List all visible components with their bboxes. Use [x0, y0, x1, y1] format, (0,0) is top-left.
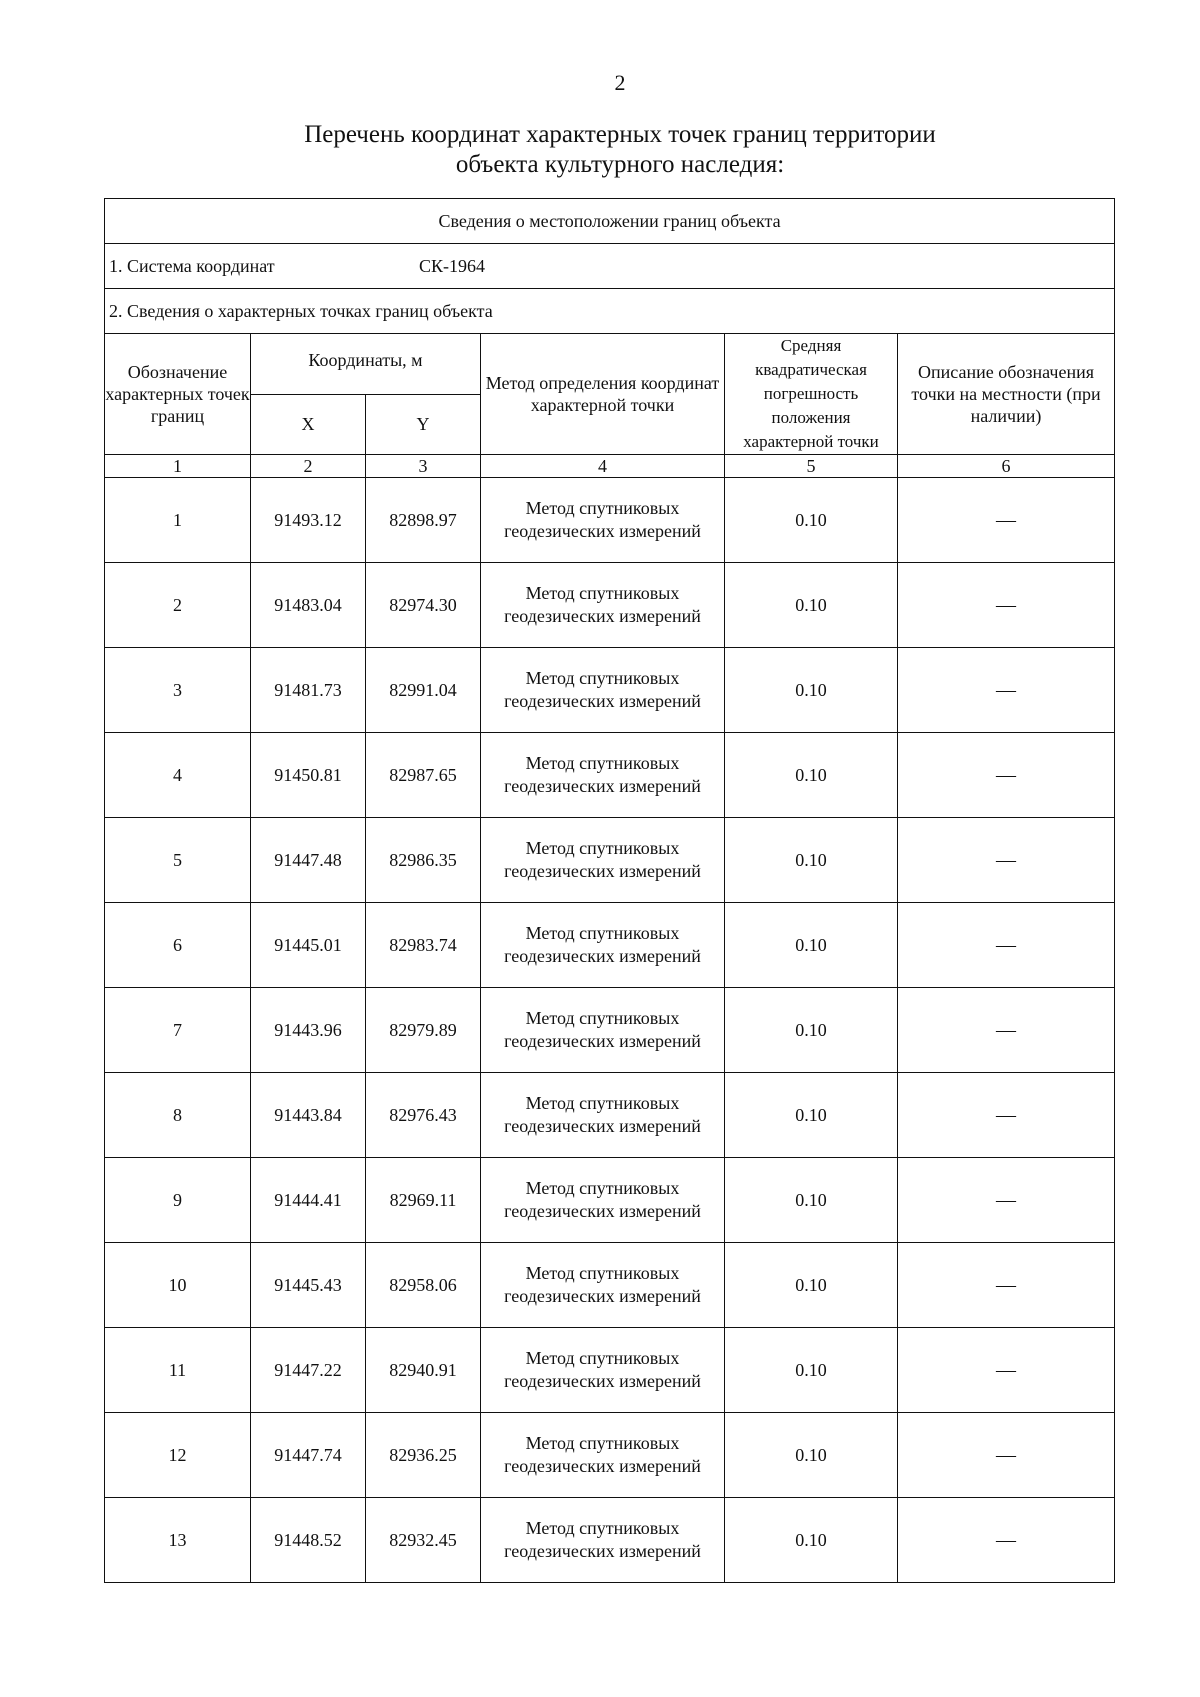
x-coordinate-cell: 91450.81: [251, 733, 366, 818]
point-id-cell: 11: [105, 1328, 251, 1413]
table-row: [105, 903, 1115, 988]
table-row: [105, 1243, 1115, 1328]
point-id-cell: 12: [105, 1413, 251, 1498]
point-id-cell: 9: [105, 1158, 251, 1243]
points-header-cell: 2. Сведения о характерных точках границ объекта: [105, 289, 1115, 334]
method-line-1: Метод спутниковых: [525, 498, 680, 518]
method-line-2: геодезических измерений: [504, 946, 701, 966]
x-coordinate-cell: 91445.43: [251, 1243, 366, 1328]
point-id-cell: 3: [105, 648, 251, 733]
method-line-2: геодезических измерений: [504, 1201, 701, 1221]
method-line-2: геодезических измерений: [504, 1371, 701, 1391]
method-cell: [481, 1073, 725, 1158]
method-cell: [481, 903, 725, 988]
table-row: [105, 988, 1115, 1073]
description-cell: —: [898, 903, 1115, 988]
coord-system-row: [105, 244, 1115, 289]
y-coordinate-cell: 82986.35: [366, 818, 481, 903]
header-description: Описание обозначения точки на местности (при наличии): [898, 334, 1115, 455]
points-header-row: [105, 289, 1115, 334]
rmse-cell: 0.10: [725, 1158, 898, 1243]
method-cell: [481, 988, 725, 1073]
y-coordinate-cell: 82969.11: [366, 1158, 481, 1243]
coord-system-value: СК-1964: [419, 255, 486, 276]
coordinates-table-body: [105, 199, 1115, 1583]
point-id-cell: 8: [105, 1073, 251, 1158]
method-line-1: Метод спутниковых: [525, 583, 680, 603]
method-line-2: геодезических измерений: [504, 861, 701, 881]
y-coordinate-cell: 82974.30: [366, 563, 481, 648]
method-line-2: геодезических измерений: [504, 1541, 701, 1561]
description-cell: —: [898, 563, 1115, 648]
x-coordinate-cell: 91444.41: [251, 1158, 366, 1243]
rmse-cell: 0.10: [725, 1073, 898, 1158]
x-coordinate-cell: 91447.48: [251, 818, 366, 903]
column-number-row: [105, 455, 1115, 478]
y-coordinate-cell: 82987.65: [366, 733, 481, 818]
rmse-cell: 0.10: [725, 1328, 898, 1413]
column-number: 1: [105, 455, 251, 478]
coordinates-table: [104, 198, 1115, 1583]
point-id-cell: 10: [105, 1243, 251, 1328]
method-line-2: геодезических измерений: [504, 776, 701, 796]
method-line-1: Метод спутниковых: [525, 838, 680, 858]
description-cell: —: [898, 1413, 1115, 1498]
table-row: [105, 1158, 1115, 1243]
point-id-cell: 4: [105, 733, 251, 818]
description-cell: —: [898, 648, 1115, 733]
rmse-cell: 0.10: [725, 733, 898, 818]
rmse-cell: 0.10: [725, 1243, 898, 1328]
description-cell: —: [898, 1073, 1115, 1158]
table-row: [105, 818, 1115, 903]
table-row: [105, 733, 1115, 818]
method-line-2: геодезических измерений: [504, 1031, 701, 1051]
page-number: 2: [614, 70, 626, 95]
description-cell: —: [898, 818, 1115, 903]
point-id-cell: 5: [105, 818, 251, 903]
column-header-row-1: [105, 334, 1115, 395]
x-coordinate-cell: 91443.96: [251, 988, 366, 1073]
column-number: 6: [898, 455, 1115, 478]
method-line-1: Метод спутниковых: [525, 753, 680, 773]
x-coordinate-cell: 91481.73: [251, 648, 366, 733]
rmse-cell: 0.10: [725, 1413, 898, 1498]
method-cell: [481, 563, 725, 648]
method-line-2: геодезических измерений: [504, 1116, 701, 1136]
method-cell: [481, 1158, 725, 1243]
y-coordinate-cell: 82958.06: [366, 1243, 481, 1328]
table-row: [105, 478, 1115, 563]
y-coordinate-cell: 82976.43: [366, 1073, 481, 1158]
table-row: [105, 1498, 1115, 1583]
description-cell: —: [898, 478, 1115, 563]
rmse-cell: 0.10: [725, 818, 898, 903]
method-cell: [481, 1413, 725, 1498]
x-coordinate-cell: 91448.52: [251, 1498, 366, 1583]
method-cell: [481, 733, 725, 818]
x-coordinate-cell: 91447.22: [251, 1328, 366, 1413]
rmse-cell: 0.10: [725, 988, 898, 1073]
document-title: [0, 120, 1200, 180]
method-line-1: Метод спутниковых: [525, 668, 680, 688]
point-id-cell: 6: [105, 903, 251, 988]
y-coordinate-cell: 82936.25: [366, 1413, 481, 1498]
section-header-cell: Сведения о местоположении границ объекта: [105, 199, 1115, 244]
method-line-1: Метод спутниковых: [525, 923, 680, 943]
method-line-2: геодезических измерений: [504, 1286, 701, 1306]
y-coordinate-cell: 82991.04: [366, 648, 481, 733]
rmse-cell: 0.10: [725, 648, 898, 733]
coord-system-cell: [105, 244, 1115, 289]
x-coordinate-cell: 91443.84: [251, 1073, 366, 1158]
header-designation: Обозначение характерных точек границ: [105, 334, 251, 455]
method-line-1: Метод спутниковых: [525, 1178, 680, 1198]
description-cell: —: [898, 988, 1115, 1073]
method-line-1: Метод спутниковых: [525, 1518, 680, 1538]
description-cell: —: [898, 1498, 1115, 1583]
method-line-1: Метод спутниковых: [525, 1263, 680, 1283]
y-coordinate-cell: 82898.97: [366, 478, 481, 563]
x-coordinate-cell: 91483.04: [251, 563, 366, 648]
header-y: Y: [366, 394, 481, 455]
method-cell: [481, 1328, 725, 1413]
table-row: [105, 1413, 1115, 1498]
column-number: 3: [366, 455, 481, 478]
point-id-cell: 13: [105, 1498, 251, 1583]
description-cell: —: [898, 1328, 1115, 1413]
y-coordinate-cell: 82983.74: [366, 903, 481, 988]
y-coordinate-cell: 82940.91: [366, 1328, 481, 1413]
rmse-cell: 0.10: [725, 478, 898, 563]
method-line-2: геодезических измерений: [504, 521, 701, 541]
method-cell: [481, 648, 725, 733]
y-coordinate-cell: 82979.89: [366, 988, 481, 1073]
coord-system-label: 1. Система координат: [109, 255, 275, 276]
section-header-row: [105, 199, 1115, 244]
table-row: [105, 1073, 1115, 1158]
description-cell: —: [898, 733, 1115, 818]
description-cell: —: [898, 1158, 1115, 1243]
method-cell: [481, 478, 725, 563]
document-title-line-1: Перечень координат характерных точек границ территории: [304, 121, 936, 148]
table-row: [105, 1328, 1115, 1413]
y-coordinate-cell: 82932.45: [366, 1498, 481, 1583]
rmse-cell: 0.10: [725, 1498, 898, 1583]
table-row: [105, 563, 1115, 648]
document-title-line-2: объекта культурного наследия:: [455, 151, 785, 178]
header-rmse: Средняя квадратическая погрешность положения характерной точки: [725, 334, 898, 455]
rmse-cell: 0.10: [725, 903, 898, 988]
header-method: Метод определения координат характерной точки: [481, 334, 725, 455]
x-coordinate-cell: 91447.74: [251, 1413, 366, 1498]
column-number: 4: [481, 455, 725, 478]
point-id-cell: 1: [105, 478, 251, 563]
x-coordinate-cell: 91445.01: [251, 903, 366, 988]
column-number: 5: [725, 455, 898, 478]
method-line-1: Метод спутниковых: [525, 1093, 680, 1113]
rmse-cell: 0.10: [725, 563, 898, 648]
column-number: 2: [251, 455, 366, 478]
table-row: [105, 648, 1115, 733]
method-cell: [481, 1498, 725, 1583]
method-line-1: Метод спутниковых: [525, 1348, 680, 1368]
description-cell: —: [898, 1243, 1115, 1328]
point-id-cell: 7: [105, 988, 251, 1073]
method-line-1: Метод спутниковых: [525, 1008, 680, 1028]
method-cell: [481, 1243, 725, 1328]
method-line-1: Метод спутниковых: [525, 1433, 680, 1453]
x-coordinate-cell: 91493.12: [251, 478, 366, 563]
method-line-2: геодезических измерений: [504, 1456, 701, 1476]
header-coordinates: Координаты, м: [251, 334, 481, 395]
method-line-2: геодезических измерений: [504, 691, 701, 711]
method-cell: [481, 818, 725, 903]
point-id-cell: 2: [105, 563, 251, 648]
header-x: X: [251, 394, 366, 455]
method-line-2: геодезических измерений: [504, 606, 701, 626]
